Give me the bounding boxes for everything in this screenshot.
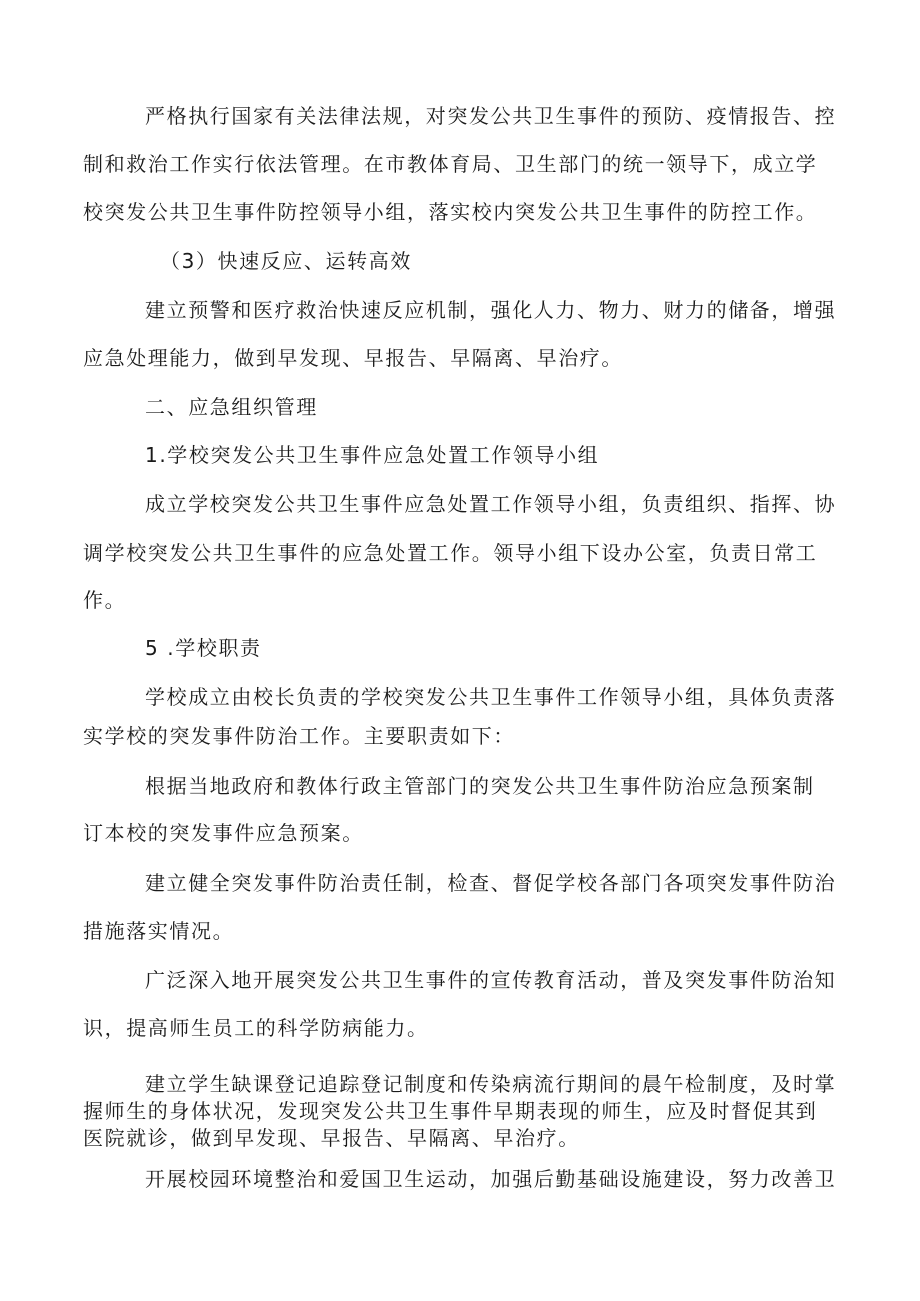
section-heading: （3）快速反应、运转高效 (160, 249, 412, 273)
paragraph-line: 学校成立由校长负责的学校突发公共卫生事件工作领导小组，具体负责落 (145, 685, 837, 709)
paragraph-line: 建立健全突发事件防治责任制，检查、督促学校各部门各项突发事件防治 (145, 871, 837, 895)
paragraph-line: 实学校的突发事件防治工作。主要职责如下： (83, 724, 515, 748)
paragraph-line: 制和救治工作实行依法管理。在市教体育局、卫生部门的统一领导下，成立学 (83, 152, 818, 176)
paragraph-line: 握师生的身体状况，发现突发公共卫生事件早期表现的师生，应及时督促其到 (83, 1099, 818, 1123)
paragraph-line: 订本校的突发事件应急预案。 (83, 821, 364, 845)
paragraph-line: 校突发公共卫生事件防控领导小组，落实校内突发公共卫生事件的防控工作。 (83, 200, 818, 224)
section-heading: 1.学校突发公共卫生事件应急处置工作领导小组 (145, 443, 600, 467)
paragraph-line: 识，提高师生员工的科学防病能力。 (83, 1016, 429, 1040)
paragraph-line: 根据当地政府和教体行政主管部门的突发公共卫生事件防治应急预案制 (145, 774, 815, 798)
paragraph-line: 建立预警和医疗救治快速反应机制，强化人力、物力、财力的储备，增强 (145, 298, 837, 322)
section-heading: 二、应急组织管理 (145, 395, 318, 419)
paragraph-line: 广泛深入地开展突发公共卫生事件的宣传教育活动，普及突发事件防治知 (145, 968, 837, 992)
paragraph-line: 成立学校突发公共卫生事件应急处置工作领导小组，负责组织、指挥、协 (145, 492, 837, 516)
paragraph-line: 措施落实情况。 (83, 919, 235, 943)
paragraph-line: 严格执行国家有关法律法规，对突发公共卫生事件的预防、疫情报告、控 (145, 104, 837, 128)
paragraph-line: 作。 (83, 588, 127, 612)
paragraph-line: 建立学生缺课登记追踪登记制度和传染病流行期间的晨午检制度，及时掌 (145, 1072, 837, 1096)
paragraph-line: 应急处理能力，做到早发现、早报告、早隔离、早治疗。 (83, 346, 623, 370)
paragraph-line: 医院就诊，做到早发现、早报告、早隔离、早治疗。 (83, 1126, 580, 1150)
section-heading: 5 .学校职责 (145, 636, 262, 660)
paragraph-line: 开展校园环境整治和爱国卫生运动，加强后勤基础设施建设，努力改善卫 (145, 1167, 837, 1191)
paragraph-line: 调学校突发公共卫生事件的应急处置工作。领导小组下设办公室，负责日常工 (83, 541, 818, 565)
